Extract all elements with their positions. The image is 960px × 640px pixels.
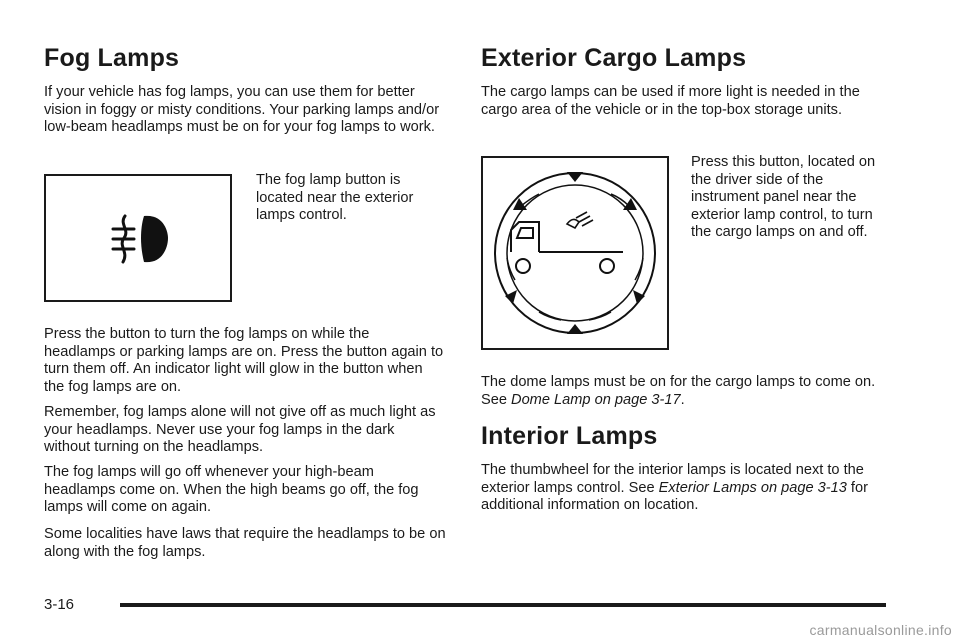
watermark: carmanualsonline.info [809,622,952,638]
cargo-lamp-figure [481,156,669,350]
interior-lamps-heading: Interior Lamps [481,422,658,450]
fog-lamps-paragraph-2: Remember, fog lamps alone will not give off as much light as your headlamps. Never use your fog lamps in the dark without turning on the headlamps. [44,404,436,456]
fog-lamp-figure [44,174,232,302]
fog-lamp-symbol-icon [46,176,230,300]
exterior-cargo-lamps-heading: Exterior Cargo Lamps [481,44,747,72]
dome-lamp-reference-link[interactable]: Dome Lamp on page 3-17 [511,391,681,408]
interior-lamps-text: The thumbwheel for the interior lamps is located next to the exterior lamps control. See Exterior Lamps on page 3-13 for additional information on location. [481,462,868,514]
page-number: 3-16 [44,596,75,613]
exterior-lamps-reference-link[interactable]: Exterior Lamps on page 3-13 [658,479,847,496]
fog-lamps-paragraph-4: Some localities have laws that require the headlamps to be on along with the fog lamps. [44,526,446,560]
fog-lamps-heading: Fog Lamps [44,44,180,72]
cargo-lamp-button-icon [483,158,667,348]
cargo-lamps-dome-note: The dome lamps must be on for the cargo lamps to come on. See Dome Lamp on page 3-17. [481,374,876,408]
fog-lamps-paragraph-1: Press the button to turn the fog lamps on while the headlamps or parking lamps are on. Press the button again to turn them off. An indicator light will glow in the button when the fog lamps are on. [44,326,444,395]
fog-lamps-intro: If your vehicle has fog lamps, you can use them for better vision in foggy or misty conditions. Your parking lamps and/or low-beam headlamps must be on for your fog lamps to work. [44,84,440,136]
fog-lamps-paragraph-3: The fog lamps will go off whenever your high-beam headlamps come on. When the high beams go off, the fog lamps will come on again. [44,464,419,516]
fog-lamp-caption: The fog lamp button is located near the exterior lamps control. [256,172,414,224]
cargo-lamp-caption: Press this button, located on the driver side of the instrument panel near the exterior lamp control, to turn the cargo lamps on and off. [691,154,876,241]
cargo-lamps-intro: The cargo lamps can be used if more light is needed in the cargo area of the vehicle or in the top-box storage units. [481,84,860,118]
footer-divider [120,603,886,607]
